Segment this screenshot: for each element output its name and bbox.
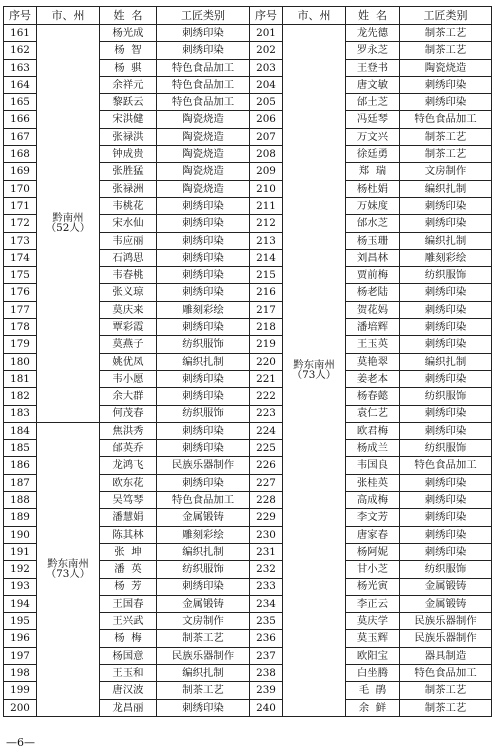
name-cell: 余 鲜 xyxy=(346,699,400,716)
name-cell: 龙先德 xyxy=(346,25,400,42)
name-cell: 杨玉珊 xyxy=(346,232,400,249)
category-cell: 刺绣印染 xyxy=(157,197,250,214)
name-cell: 宋洪健 xyxy=(100,111,157,128)
page-number: —6— xyxy=(6,736,35,749)
name-cell: 潘慧娟 xyxy=(100,509,157,526)
category-cell: 刺绣印染 xyxy=(400,336,492,353)
table-row xyxy=(4,25,492,42)
name-cell: 杨国意 xyxy=(100,647,157,664)
seq-cell: 222 xyxy=(250,388,283,405)
seq-cell: 220 xyxy=(250,353,283,370)
seq-cell: 180 xyxy=(4,353,37,370)
category-cell: 特色食品加工 xyxy=(157,59,250,76)
name-cell: 杨老陆 xyxy=(346,284,400,301)
seq-cell: 219 xyxy=(250,336,283,353)
seq-cell: 184 xyxy=(4,422,37,439)
category-cell: 特色食品加工 xyxy=(157,492,250,509)
category-cell: 金属锻铸 xyxy=(157,509,250,526)
name-cell: 万妹度 xyxy=(346,197,400,214)
category-cell: 刺绣印染 xyxy=(400,370,492,387)
category-cell: 金属锻铸 xyxy=(400,578,492,595)
seq-cell: 206 xyxy=(250,111,283,128)
name-cell: 王登书 xyxy=(346,59,400,76)
region-cell xyxy=(37,25,100,423)
category-cell: 文房制作 xyxy=(400,163,492,180)
name-cell: 韦应丽 xyxy=(100,232,157,249)
name-cell: 白坐腾 xyxy=(346,664,400,681)
seq-cell: 167 xyxy=(4,128,37,145)
region-name: 黔南州 xyxy=(52,212,84,224)
seq-cell: 223 xyxy=(250,405,283,422)
name-cell: 万文兴 xyxy=(346,128,400,145)
header-seq: 序号 xyxy=(250,7,283,25)
name-cell: 欧东花 xyxy=(100,474,157,491)
seq-cell: 189 xyxy=(4,509,37,526)
category-cell: 刺绣印染 xyxy=(157,578,250,595)
seq-cell: 216 xyxy=(250,284,283,301)
seq-cell: 217 xyxy=(250,301,283,318)
category-cell: 特色食品加工 xyxy=(157,76,250,93)
category-cell: 刺绣印染 xyxy=(157,284,250,301)
name-cell: 罗永芝 xyxy=(346,42,400,59)
seq-cell: 190 xyxy=(4,526,37,543)
name-cell: 王玉和 xyxy=(100,664,157,681)
seq-cell: 164 xyxy=(4,76,37,93)
category-cell: 刺绣印染 xyxy=(400,215,492,232)
category-cell: 制茶工艺 xyxy=(400,146,492,163)
category-cell: 刺绣印染 xyxy=(157,319,250,336)
seq-cell: 204 xyxy=(250,76,283,93)
seq-cell: 205 xyxy=(250,94,283,111)
name-cell: 唐文敏 xyxy=(346,76,400,93)
name-cell: 王玉英 xyxy=(346,336,400,353)
category-cell: 制茶工艺 xyxy=(157,682,250,699)
name-cell: 张胜猛 xyxy=(100,163,157,180)
seq-cell: 215 xyxy=(250,267,283,284)
name-cell: 甘小芝 xyxy=(346,561,400,578)
seq-cell: 163 xyxy=(4,59,37,76)
category-cell: 刺绣印染 xyxy=(400,319,492,336)
category-cell: 刺绣印染 xyxy=(400,509,492,526)
category-cell: 民族乐器制作 xyxy=(400,630,492,647)
name-cell: 杨杜娟 xyxy=(346,180,400,197)
name-cell: 贺花妈 xyxy=(346,301,400,318)
category-cell: 编织扎制 xyxy=(400,353,492,370)
header-region: 市、州 xyxy=(37,7,100,25)
header-seq: 序号 xyxy=(4,7,37,25)
name-cell: 袁仁艺 xyxy=(346,405,400,422)
category-cell: 金属锻铸 xyxy=(400,595,492,612)
seq-cell: 199 xyxy=(4,682,37,699)
seq-cell: 213 xyxy=(250,232,283,249)
name-cell: 莫庆学 xyxy=(346,613,400,630)
region-count: （52人） xyxy=(45,222,91,235)
header-name: 姓 名 xyxy=(346,7,400,25)
category-cell: 纺织服饰 xyxy=(400,561,492,578)
category-cell: 陶瓷烧造 xyxy=(157,146,250,163)
seq-cell: 188 xyxy=(4,492,37,509)
name-cell: 杨 芳 xyxy=(100,578,157,595)
seq-cell: 181 xyxy=(4,370,37,387)
category-cell: 雕刻彩绘 xyxy=(157,301,250,318)
region-name: 黔东南州 xyxy=(47,557,89,570)
name-cell: 高成梅 xyxy=(346,492,400,509)
seq-cell: 176 xyxy=(4,284,37,301)
seq-cell: 225 xyxy=(250,440,283,457)
category-cell: 刺绣印染 xyxy=(157,388,250,405)
seq-cell: 162 xyxy=(4,42,37,59)
seq-cell: 187 xyxy=(4,474,37,491)
name-cell: 李文芳 xyxy=(346,509,400,526)
category-cell: 制茶工艺 xyxy=(400,128,492,145)
name-cell: 杨阿妮 xyxy=(346,543,400,560)
name-cell: 王国春 xyxy=(100,595,157,612)
name-cell: 焦洪秀 xyxy=(100,422,157,439)
category-cell: 金属锻铸 xyxy=(157,595,250,612)
category-cell: 编织扎制 xyxy=(400,232,492,249)
category-cell: 刺绣印染 xyxy=(157,370,250,387)
category-cell: 刺绣印染 xyxy=(400,474,492,491)
name-cell: 潘 英 xyxy=(100,561,157,578)
seq-cell: 207 xyxy=(250,128,283,145)
table-row xyxy=(4,422,492,439)
category-cell: 器具制造 xyxy=(400,647,492,664)
seq-cell: 234 xyxy=(250,595,283,612)
seq-cell: 235 xyxy=(250,613,283,630)
name-cell: 韦桃花 xyxy=(100,197,157,214)
category-cell: 刺绣印染 xyxy=(157,440,250,457)
category-cell: 编织扎制 xyxy=(400,180,492,197)
name-cell: 潘培辉 xyxy=(346,319,400,336)
category-cell: 刺绣印染 xyxy=(157,42,250,59)
category-cell: 纺织服饰 xyxy=(157,336,250,353)
name-cell: 覃彩霞 xyxy=(100,319,157,336)
category-cell: 刺绣印染 xyxy=(157,232,250,249)
seq-cell: 236 xyxy=(250,630,283,647)
category-cell: 纺织服饰 xyxy=(400,267,492,284)
seq-cell: 208 xyxy=(250,146,283,163)
name-cell: 邰英乔 xyxy=(100,440,157,457)
category-cell: 制茶工艺 xyxy=(400,25,492,42)
category-cell: 刺绣印染 xyxy=(400,543,492,560)
seq-cell: 193 xyxy=(4,578,37,595)
header-region: 市、州 xyxy=(283,7,346,25)
name-cell: 邰土芝 xyxy=(346,94,400,111)
seq-cell: 179 xyxy=(4,336,37,353)
name-cell: 贾前梅 xyxy=(346,267,400,284)
name-cell: 龙昌丽 xyxy=(100,699,157,716)
seq-cell: 182 xyxy=(4,388,37,405)
seq-cell: 165 xyxy=(4,94,37,111)
name-cell: 莫艳翠 xyxy=(346,353,400,370)
seq-cell: 161 xyxy=(4,25,37,42)
seq-cell: 196 xyxy=(4,630,37,647)
seq-cell: 174 xyxy=(4,249,37,266)
category-cell: 纺织服饰 xyxy=(400,440,492,457)
seq-cell: 169 xyxy=(4,163,37,180)
category-cell: 刺绣印染 xyxy=(400,197,492,214)
category-cell: 编织扎制 xyxy=(157,664,250,681)
seq-cell: 183 xyxy=(4,405,37,422)
name-cell: 姚优凤 xyxy=(100,353,157,370)
seq-cell: 230 xyxy=(250,526,283,543)
seq-cell: 239 xyxy=(250,682,283,699)
seq-cell: 172 xyxy=(4,215,37,232)
category-cell: 刺绣印染 xyxy=(157,422,250,439)
seq-cell: 214 xyxy=(250,249,283,266)
name-cell: 杨成兰 xyxy=(346,440,400,457)
seq-cell: 185 xyxy=(4,440,37,457)
header-category: 工匠类别 xyxy=(157,7,250,25)
category-cell: 刺绣印染 xyxy=(400,492,492,509)
seq-cell: 237 xyxy=(250,647,283,664)
category-cell: 刺绣印染 xyxy=(157,699,250,716)
seq-cell: 192 xyxy=(4,561,37,578)
category-cell: 特色食品加工 xyxy=(157,94,250,111)
category-cell: 刺绣印染 xyxy=(400,526,492,543)
name-cell: 唐家春 xyxy=(346,526,400,543)
seq-cell: 175 xyxy=(4,267,37,284)
seq-cell: 168 xyxy=(4,146,37,163)
category-cell: 雕刻彩绘 xyxy=(157,526,250,543)
name-cell: 杨光寅 xyxy=(346,578,400,595)
header-name: 姓 名 xyxy=(100,7,157,25)
region-name: 黔东南州 xyxy=(293,359,335,372)
category-cell: 陶瓷烧造 xyxy=(400,59,492,76)
name-cell: 陈其林 xyxy=(100,526,157,543)
seq-cell: 238 xyxy=(250,664,283,681)
seq-cell: 212 xyxy=(250,215,283,232)
name-cell: 邰水芝 xyxy=(346,215,400,232)
seq-cell: 211 xyxy=(250,197,283,214)
category-cell: 陶瓷烧造 xyxy=(157,180,250,197)
category-cell: 刺绣印染 xyxy=(157,215,250,232)
name-cell: 王兴武 xyxy=(100,613,157,630)
name-cell: 龙鸿飞 xyxy=(100,457,157,474)
name-cell: 余祥元 xyxy=(100,76,157,93)
name-cell: 徐廷勇 xyxy=(346,146,400,163)
category-cell: 刺绣印染 xyxy=(157,249,250,266)
category-cell: 制茶工艺 xyxy=(400,699,492,716)
category-cell: 编织扎制 xyxy=(157,543,250,560)
seq-cell: 171 xyxy=(4,197,37,214)
seq-cell: 210 xyxy=(250,180,283,197)
name-cell: 杨春懿 xyxy=(346,388,400,405)
seq-cell: 191 xyxy=(4,543,37,560)
craftsman-roster-table xyxy=(3,6,492,717)
name-cell: 何茂春 xyxy=(100,405,157,422)
name-cell: 毛 鹃 xyxy=(346,682,400,699)
name-cell: 莫玉辉 xyxy=(346,630,400,647)
name-cell: 钟成贵 xyxy=(100,146,157,163)
name-cell: 杨 骐 xyxy=(100,59,157,76)
seq-cell: 240 xyxy=(250,699,283,716)
seq-cell: 232 xyxy=(250,561,283,578)
category-cell: 雕刻彩绘 xyxy=(400,249,492,266)
category-cell: 刺绣印染 xyxy=(400,405,492,422)
name-cell: 石鸿思 xyxy=(100,249,157,266)
name-cell: 杨 梅 xyxy=(100,630,157,647)
seq-cell: 200 xyxy=(4,699,37,716)
seq-cell: 195 xyxy=(4,613,37,630)
seq-cell: 226 xyxy=(250,457,283,474)
category-cell: 刺绣印染 xyxy=(400,76,492,93)
category-cell: 刺绣印染 xyxy=(157,267,250,284)
seq-cell: 170 xyxy=(4,180,37,197)
name-cell: 莫燕子 xyxy=(100,336,157,353)
seq-cell: 221 xyxy=(250,370,283,387)
region-cell xyxy=(37,422,100,716)
name-cell: 张桂英 xyxy=(346,474,400,491)
seq-cell: 229 xyxy=(250,509,283,526)
name-cell: 余大群 xyxy=(100,388,157,405)
name-cell: 宋水仙 xyxy=(100,215,157,232)
seq-cell: 203 xyxy=(250,59,283,76)
region-cell xyxy=(283,25,346,717)
name-cell: 李正云 xyxy=(346,595,400,612)
seq-cell: 209 xyxy=(250,163,283,180)
name-cell: 莫庆来 xyxy=(100,301,157,318)
seq-cell: 218 xyxy=(250,319,283,336)
name-cell: 张 坤 xyxy=(100,543,157,560)
header-category: 工匠类别 xyxy=(400,7,492,25)
name-cell: 欧阳宝 xyxy=(346,647,400,664)
name-cell: 韦春桃 xyxy=(100,267,157,284)
category-cell: 民族乐器制作 xyxy=(157,457,250,474)
seq-cell: 228 xyxy=(250,492,283,509)
name-cell: 欧君梅 xyxy=(346,422,400,439)
name-cell: 张义琼 xyxy=(100,284,157,301)
category-cell: 刺绣印染 xyxy=(400,284,492,301)
category-cell: 民族乐器制作 xyxy=(400,613,492,630)
seq-cell: 186 xyxy=(4,457,37,474)
seq-cell: 177 xyxy=(4,301,37,318)
category-cell: 刺绣印染 xyxy=(157,474,250,491)
seq-cell: 194 xyxy=(4,595,37,612)
category-cell: 纺织服饰 xyxy=(400,388,492,405)
header-row xyxy=(4,7,492,25)
seq-cell: 198 xyxy=(4,664,37,681)
name-cell: 刘昌林 xyxy=(346,249,400,266)
seq-cell: 233 xyxy=(250,578,283,595)
category-cell: 刺绣印染 xyxy=(157,25,250,42)
name-cell: 张禄洪 xyxy=(100,128,157,145)
seq-cell: 202 xyxy=(250,42,283,59)
region-count: （73人） xyxy=(45,568,91,581)
category-cell: 制茶工艺 xyxy=(400,42,492,59)
name-cell: 张禄洲 xyxy=(100,180,157,197)
name-cell: 韦小愿 xyxy=(100,370,157,387)
name-cell: 冯廷琴 xyxy=(346,111,400,128)
category-cell: 制茶工艺 xyxy=(400,682,492,699)
category-cell: 陶瓷烧造 xyxy=(157,163,250,180)
category-cell: 刺绣印染 xyxy=(400,94,492,111)
seq-cell: 197 xyxy=(4,647,37,664)
name-cell: 姜老本 xyxy=(346,370,400,387)
name-cell: 黎跃云 xyxy=(100,94,157,111)
name-cell: 杨光成 xyxy=(100,25,157,42)
seq-cell: 201 xyxy=(250,25,283,42)
category-cell: 刺绣印染 xyxy=(400,301,492,318)
seq-cell: 178 xyxy=(4,319,37,336)
category-cell: 编织扎制 xyxy=(157,353,250,370)
name-cell: 吴笃琴 xyxy=(100,492,157,509)
category-cell: 纺织服饰 xyxy=(157,561,250,578)
category-cell: 纺织服饰 xyxy=(157,405,250,422)
category-cell: 特色食品加工 xyxy=(400,111,492,128)
category-cell: 民族乐器制作 xyxy=(157,647,250,664)
name-cell: 郑 瑞 xyxy=(346,163,400,180)
region-count: （73人） xyxy=(291,369,337,382)
category-cell: 文房制作 xyxy=(157,613,250,630)
name-cell: 韦国良 xyxy=(346,457,400,474)
category-cell: 陶瓷烧造 xyxy=(157,128,250,145)
seq-cell: 166 xyxy=(4,111,37,128)
name-cell: 唐汉波 xyxy=(100,682,157,699)
category-cell: 刺绣印染 xyxy=(400,422,492,439)
category-cell: 制茶工艺 xyxy=(157,630,250,647)
seq-cell: 231 xyxy=(250,543,283,560)
seq-cell: 227 xyxy=(250,474,283,491)
category-cell: 特色食品加工 xyxy=(400,664,492,681)
name-cell: 杨 智 xyxy=(100,42,157,59)
category-cell: 陶瓷烧造 xyxy=(157,111,250,128)
seq-cell: 173 xyxy=(4,232,37,249)
category-cell: 特色食品加工 xyxy=(400,457,492,474)
seq-cell: 224 xyxy=(250,422,283,439)
